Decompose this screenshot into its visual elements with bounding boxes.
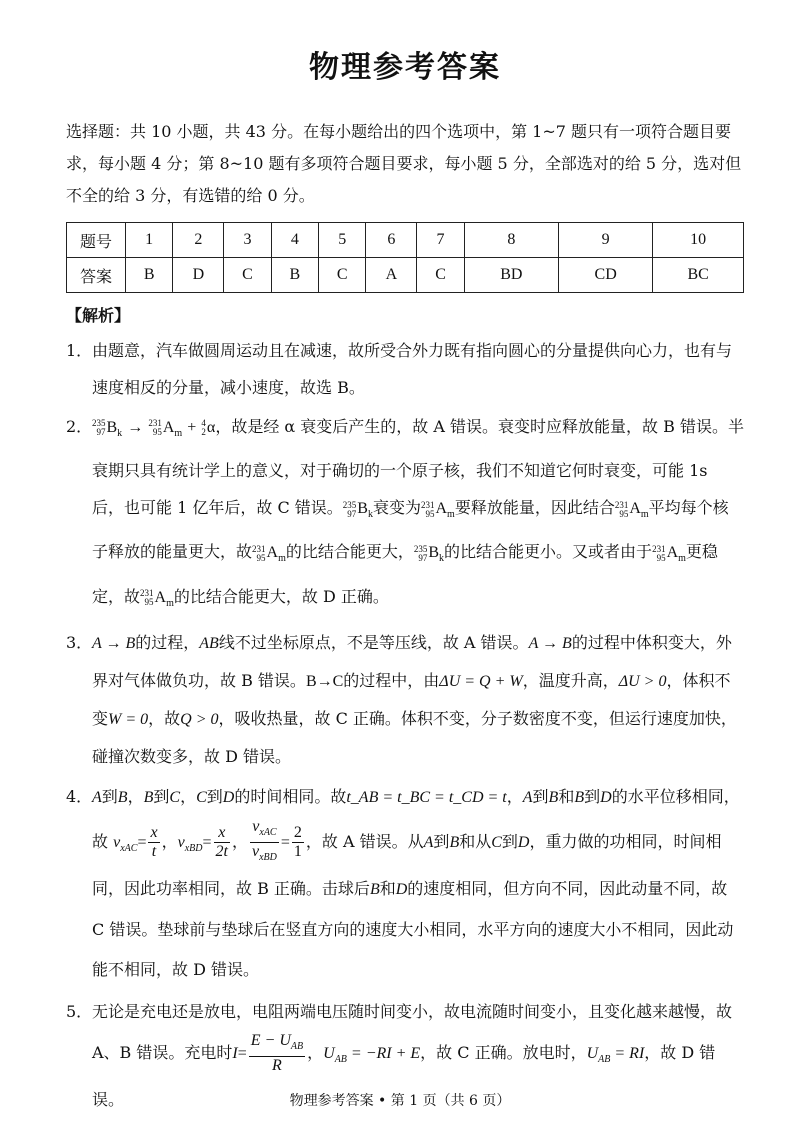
nuclide-a: 231 95 $A_m$ (614, 499, 649, 521)
table-cell: B (126, 258, 173, 293)
table-cell: 4 (271, 223, 318, 258)
table-cell: D (173, 258, 224, 293)
nuclide-a: 231 95 $A_m$ (252, 543, 286, 565)
item-text: 平均每个核子释放的能量更大，故 (92, 498, 729, 562)
table-cell: 9 (559, 223, 653, 258)
table-cell: 2 (173, 223, 224, 258)
table-cell: 5 (319, 223, 366, 258)
nuclide-b: 235 97 $B_k$ (92, 418, 123, 440)
row-label: 答案 (67, 258, 126, 293)
item-text: ，故 (148, 708, 181, 728)
item-text: 无论是充电还是放电，电阻两端电压随时间变小，故电流随时间变小，且变化越来越慢，故 A、B 错误。充电时 (92, 1002, 733, 1063)
nuclide-a: 231 95 $A_m$ (140, 587, 174, 609)
page-title: 物理参考答案 (309, 50, 501, 85)
item-text: ，体积不变 (92, 670, 731, 728)
table-cell: C (319, 258, 366, 293)
fraction: $\frac{x}{2t}$ (215, 823, 228, 860)
analysis-item-3 (66, 624, 744, 775)
velocity-ratio: $\frac{v_{xAC}}{v_{xBD}}$ (251, 817, 277, 864)
item-text: 更稳定，故 (92, 542, 718, 606)
item-number: 1． (66, 341, 93, 360)
item-text: 线不过坐标原点，不是等压线，故 A 错误。 (218, 632, 529, 652)
first-law-formula: ΔU = Q + W (439, 672, 523, 690)
table-cell: BC (653, 258, 744, 293)
table-row (67, 258, 744, 293)
plus-symbol: + (187, 419, 197, 436)
process-ab: A → B (528, 634, 572, 652)
item-text: 的比结合能更小。又或者由于 (444, 542, 653, 562)
table-cell: 8 (464, 223, 558, 258)
process-bc: B→C (305, 672, 344, 690)
item-text: ，吸收热量，故 C 正确。体积不变，分子数密度不变，但运行速度加快，碰撞次数变多，故 D 错误。 (92, 708, 737, 766)
fraction: $\frac{E - U_{AB}}{R}$ (250, 1032, 304, 1075)
nuclide-a: 231 95 $A_m$ (420, 499, 455, 521)
arrow-symbol: → (127, 419, 144, 436)
intro-paragraph: 选择题：共 10 小题，共 43 分。在每小题给出的四个选项中，第 1~7 题只有一项符合题目要求，每小题 4 分；第 8~10 题有多项符合题目要求，每小题 5 分，全部选对的给 5 分，选对但不全的给 3 分，有选错的给 0 分。 (66, 122, 742, 205)
item-text: ，温度升高， (522, 670, 619, 690)
analysis-item-1 (66, 332, 744, 406)
table-cell: C (417, 258, 464, 293)
item-text: ，故是经 α 衰变后产生的，故 A 错误。衰变时应释放能量，故 B 错误。半衰期只具有统计学上的意义，对于确切的一个原子核，我们不知道它何时衰变，可能 1s 后，也可能 1 亿年后，故 C 错误。 (92, 417, 744, 518)
analysis-heading: 【解析】 (66, 306, 131, 325)
nuclide-a: 231 95 $A_m$ (148, 418, 183, 440)
item-text: 的过程中体积变大，外界对气体做负功，故 B 错误。 (92, 632, 732, 690)
item-text: 的比结合能更大，故 D 正确。 (173, 586, 389, 606)
table-cell: C (224, 258, 271, 293)
fraction: $\frac{2}{1}$ (293, 823, 302, 860)
item-text: 衰变为 (372, 498, 421, 518)
charge-voltage-formula: $U_{AB} = -RI + E$ (323, 1045, 421, 1066)
table-cell: 3 (224, 223, 271, 258)
page-footer: 物理参考答案 • 第 1 页（共 6 页） (289, 1093, 511, 1109)
fraction: $\frac{x}{t}$ (150, 823, 158, 860)
table-cell: 1 (126, 223, 173, 258)
item-number: 2． (66, 417, 93, 436)
row-label: 题号 (67, 223, 126, 258)
line-ab: AB (199, 634, 219, 652)
nuclide-b: 235 97 $B_k$ (342, 499, 373, 521)
table-cell: BD (464, 258, 558, 293)
nuclide-alpha: 4 2 α (201, 418, 216, 438)
item-number: 5． (66, 1002, 93, 1022)
velocity-ac: $v_{xAC}$ (113, 833, 138, 855)
discharge-voltage-formula: $U_{AB}$ = RI (586, 1045, 645, 1066)
delta-u-formula: ΔU > 0 (618, 672, 667, 690)
item-text: 由题意，汽车做圆周运动且在减速，故所受合外力既有指向圆心的分量提供向心力，也有与速度相反的分量，减小速度，故选 B。 (92, 341, 733, 397)
time-formula: t_AB = t_BC = t_CD = t (346, 788, 507, 806)
nuclide-a: 231 95 $A_m$ (652, 543, 686, 565)
table-cell: 10 (653, 223, 744, 258)
analysis-item-4: 4． A到B，B到C，C到D的时间相同。故t_AB = t_BC = t_CD = t，A到B和B到D的水平位移相同，故 $v_{xAC}=$ $\frac{x}{t}$ ，$v_{xBD}=$ $\frac{x}{2t}$ ， $\frac{v_{xAC}}{v_{xBD}}$ = $\frac{2}{1}$ ，故 A 错误。从A到B和从C到D，重力做的功相同，时间相同，因此功率相同，故 B 正确。击球后B和D的速度相同，但方向不同，因此动量不同，故 C 错误。垫球前与垫球后在竖直方向的速度大小相同，水平方向的速度大小不相同，因此动能不相同，故 D 错误。 (66, 777, 744, 990)
work-formula: W = 0 (108, 710, 149, 728)
table-cell: A (366, 258, 417, 293)
item-number: 4． (66, 786, 93, 806)
table-cell: 7 (417, 223, 464, 258)
item-number: 3． (66, 632, 93, 652)
answer-table (66, 222, 744, 293)
item-text: 的过程， (135, 632, 200, 652)
heat-formula: Q > 0 (180, 710, 219, 728)
table-cell: B (271, 258, 318, 293)
item-text: 的过程中，由 (343, 670, 440, 690)
item-text: 要释放能量，因此结合 (454, 498, 615, 518)
item-text: 的比结合能更大， (285, 542, 414, 562)
nuclide-b: 235 97 $B_k$ (413, 543, 445, 565)
velocity-bd: $v_{xBD}$ (177, 833, 203, 855)
table-row (67, 223, 744, 258)
analysis-item-2 (66, 408, 744, 622)
analysis-item-5: 5． 无论是充电还是放电，电阻两端电压随时间变小，故电流随时间变小，且变化越来越慢，故 A、B 错误。充电时I= $\frac{E - U_{AB}}{R}$ ，$U_{AB} = -RI + E$，故 C 正确。放电时，$U_{AB}$ = RI，故 D 错误。 (66, 992, 744, 1120)
process-ab: A → B (92, 634, 136, 652)
table-cell: 6 (366, 223, 417, 258)
table-cell: CD (559, 258, 653, 293)
